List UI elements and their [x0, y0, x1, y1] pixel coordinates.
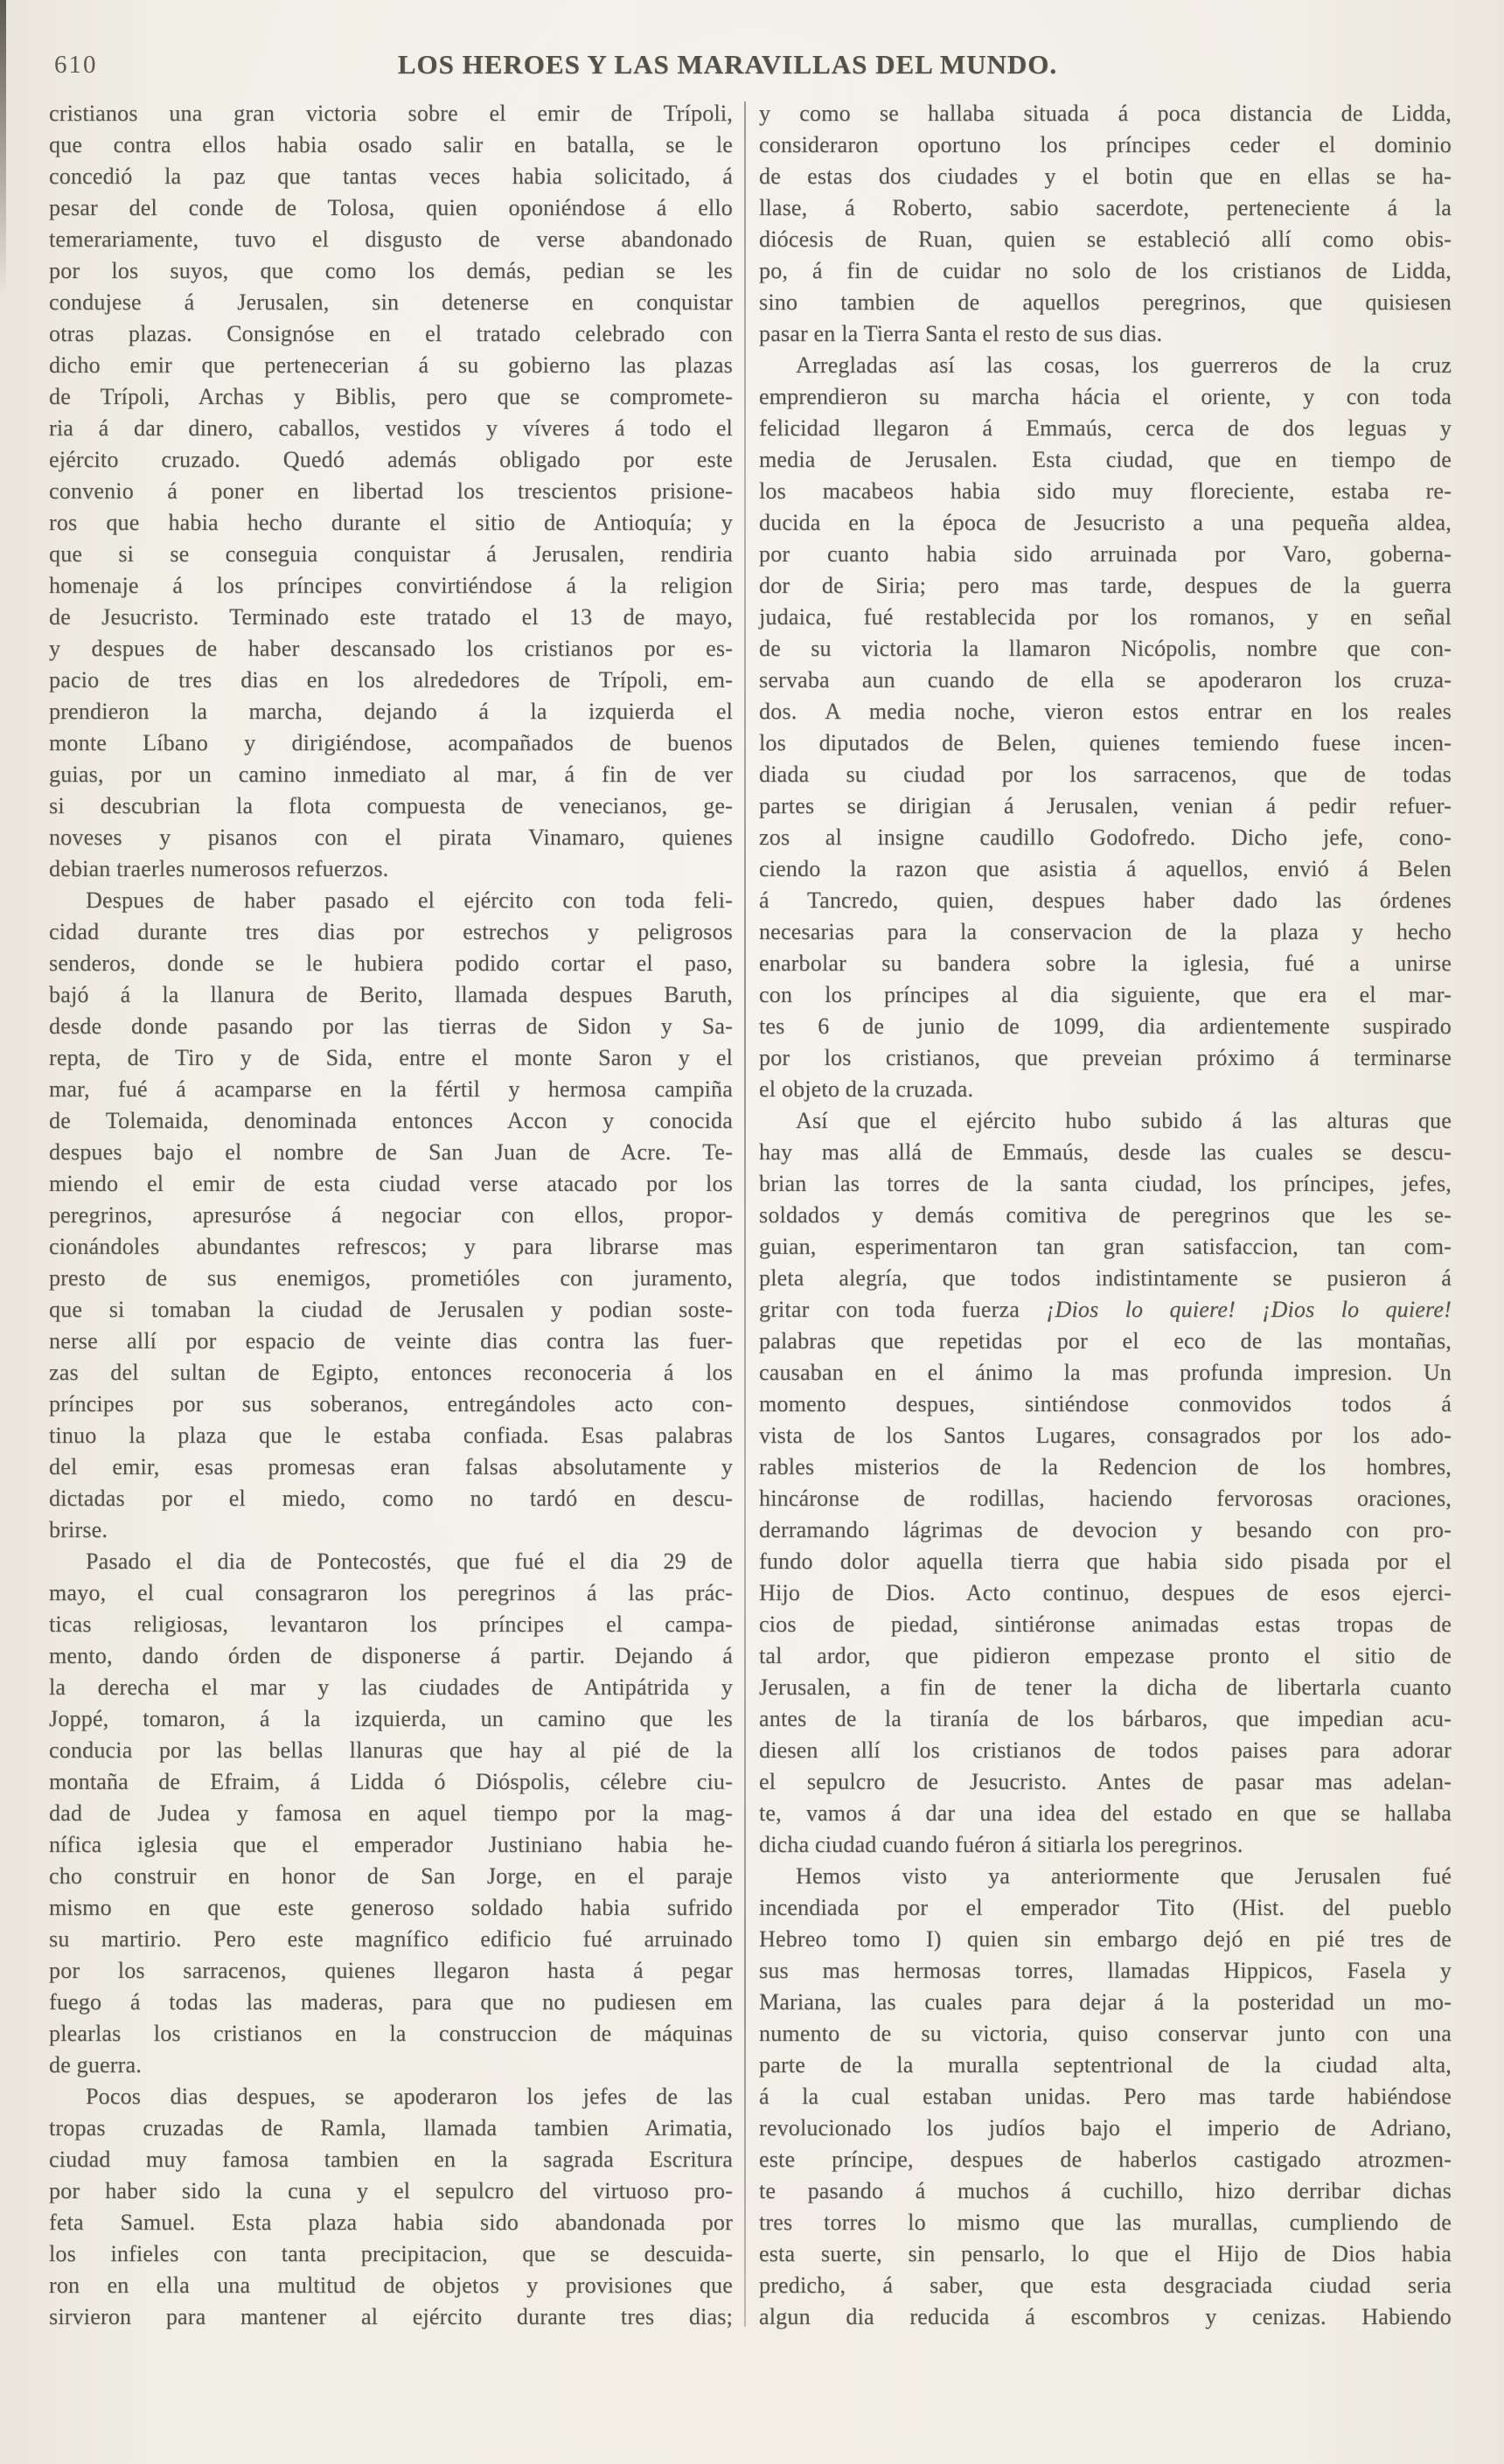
- text-line: servaba aun cuando de ella se apoderaron los cruza-: [759, 667, 1452, 693]
- text-line: por cuanto habia sido arruinada por Varo, goberna-: [759, 541, 1452, 567]
- text-line: con los príncipes al dia siguiente, que era el mar-: [759, 982, 1452, 1007]
- text-line: príncipes por sus soberanos, entregándoles acto con-: [49, 1391, 733, 1416]
- text-line: temerariamente, tuvo el disgusto de verse abandonado: [49, 226, 733, 252]
- text-line: zos al insigne caudillo Godofredo. Dicho jefe, cono-: [759, 825, 1452, 850]
- right-column: [759, 98, 1452, 2333]
- text-line: diada su ciudad por los sarracenos, que de todas: [759, 762, 1452, 787]
- text-line: Hebreo tomo I) quien sin embargo dejó en pié tres de: [759, 1926, 1452, 1952]
- text-line: Despues de haber pasado el ejército con toda feli-: [86, 887, 733, 913]
- text-line: otras plazas. Consignóse en el tratado celebrado con: [49, 321, 733, 346]
- page-header: [0, 49, 1504, 89]
- text-line: momento despues, sintiéndose conmovidos todos á: [759, 1391, 1452, 1416]
- running-title: LOS HEROES Y LAS MARAVILLAS DEL MUNDO.: [397, 49, 1058, 80]
- text-line: pacio de tres dias en los alrededores de Trípoli, em-: [49, 667, 733, 693]
- text-line: Arregladas así las cosas, los guerreros de la cruz: [796, 352, 1452, 378]
- text-line: tropas cruzadas de Ramla, llamada tambien Arimatia,: [49, 2115, 733, 2140]
- text-line: cidad durante tres dias por estrechos y peligrosos: [49, 919, 733, 944]
- text-line: dor de Siria; pero mas tarde, despues de la guerra: [759, 573, 1452, 598]
- text-line: po, á fin de cuidar no solo de los cristianos de Lidda,: [759, 258, 1452, 283]
- text-line: su martirio. Pero este magnífico edificio fué arruinado: [49, 1926, 733, 1952]
- text-line: mar, fué á acamparse en la fértil y hermosa campiña: [49, 1076, 733, 1102]
- text-line: numento de su victoria, quiso conservar junto con una: [759, 2021, 1452, 2046]
- text-line: la derecha el mar y las ciudades de Antipátrida y: [49, 1674, 733, 1700]
- text-line: que si se conseguia conquistar á Jerusalen, rendiria: [49, 541, 733, 567]
- text-line: ciudad muy famosa tambien en la sagrada Escritura: [49, 2147, 733, 2172]
- text-line: Hemos visto ya anteriormente que Jerusalen fué: [796, 1863, 1452, 1889]
- text-line: á Tancredo, quien, despues haber dado las órdenes: [759, 887, 1452, 913]
- text-line: rables misterios de la Redencion de los hombres,: [759, 1454, 1452, 1479]
- text-line: miendo el emir de esta ciudad verse atacado por los: [49, 1171, 733, 1196]
- text-line: por los sarracenos, quienes llegaron hasta á pegar: [49, 1958, 733, 1983]
- text-line: incendiada por el emperador Tito (Hist. del pueblo: [759, 1895, 1452, 1920]
- text-line: emprendieron su marcha hácia el oriente, y con toda: [759, 384, 1452, 409]
- text-line: enarbolar su bandera sobre la iglesia, fué a unirse: [759, 950, 1452, 976]
- text-line: cho construir en honor de San Jorge, en el paraje: [49, 1863, 733, 1889]
- column-divider-rule: [744, 101, 746, 2327]
- text-line: de su victoria la llamaron Nicópolis, nombre que con-: [759, 636, 1452, 661]
- text-line: ciendo la razon que asistia á aquellos, envió á Belen: [759, 856, 1452, 881]
- text-line: despues bajo el nombre de San Juan de Acre. Te-: [49, 1139, 733, 1165]
- text-line: homenaje á los príncipes convirtiéndose á la religion: [49, 573, 733, 598]
- text-line: desde donde pasando por las tierras de Sidon y Sa-: [49, 1013, 733, 1039]
- text-line: partes se dirigian á Jerusalen, venian á pedir refuer-: [759, 793, 1452, 818]
- text-line: de Trípoli, Archas y Biblis, pero que se compromete-: [49, 384, 733, 409]
- text-line: conducia por las bellas llanuras que hay al pié de la: [49, 1737, 733, 1763]
- text-line: brian las torres de la santa ciudad, los príncipes, jefes,: [759, 1171, 1452, 1196]
- text-line: dicho emir que pertenecerian á su gobierno las plazas: [49, 352, 733, 378]
- text-line: ria á dar dinero, caballos, vestidos y víveres á todo el: [49, 415, 733, 441]
- text-line: de guerra.: [49, 2052, 142, 2078]
- text-line: peregrinos, apresuróse á negociar con ellos, propor-: [49, 1202, 733, 1228]
- text-line: esta suerte, sin pensarlo, lo que el Hijo de Dios habia: [759, 2241, 1452, 2266]
- text-line: antes de la tiranía de los bárbaros, que impedian acu-: [759, 1706, 1452, 1731]
- text-line: Jerusalen, a fin de tener la dicha de libertarla cuanto: [759, 1674, 1452, 1700]
- text-line: por haber sido la cuna y el sepulcro del virtuoso pro-: [49, 2178, 733, 2203]
- text-line: Mariana, las cuales para dejar á la posteridad un mo-: [759, 1989, 1452, 2015]
- text-line: mento, dando órden de disponerse á partir. Dejando á: [49, 1643, 733, 1668]
- text-line: plearlas los cristianos en la construccion de máquinas: [49, 2021, 733, 2046]
- text-line: ron en ella una multitud de objetos y provisiones que: [49, 2273, 733, 2298]
- text-line: tes 6 de junio de 1099, dia ardientemente suspirado: [759, 1013, 1452, 1039]
- text-line: feta Samuel. Esta plaza habia sido abandonada por: [49, 2210, 733, 2235]
- text-line: este príncipe, despues de haberlos castigado atrozmen-: [759, 2147, 1452, 2172]
- text-line: ros que habia hecho durante el sitio de Antioquía; y: [49, 510, 733, 535]
- text-line: necesarias para la conservacion de la plaza y hecho: [759, 919, 1452, 944]
- text-line: Joppé, tomaron, á la izquierda, un camino que les: [49, 1706, 733, 1731]
- text-line: diócesis de Ruan, quien se estableció allí como obis-: [759, 226, 1452, 252]
- text-line: revolucionado los judíos bajo el imperio de Adriano,: [759, 2115, 1452, 2140]
- text-line: hincáronse de rodillas, haciendo fervorosas oraciones,: [759, 1486, 1452, 1511]
- text-line: del emir, esas promesas eran falsas absolutamente y: [49, 1454, 733, 1479]
- text-line: y despues de haber descansado los cristianos por es-: [49, 636, 733, 661]
- text-line: dos. A media noche, vieron estos entrar en los reales: [759, 699, 1452, 724]
- text-line: pleta alegría, que todos indistintamente se pusieron á: [759, 1265, 1452, 1291]
- text-line: palabras que repetidas por el eco de las montañas,: [759, 1328, 1452, 1354]
- text-line: Hijo de Dios. Acto continuo, despues de esos ejerci-: [759, 1580, 1452, 1605]
- text-line: nífica iglesia que el emperador Justiniano habia he-: [49, 1832, 733, 1857]
- text-line: guian, esperimentaron tan gran satisfaccion, tan com-: [759, 1234, 1452, 1259]
- text-line: mismo en que este generoso soldado habia sufrido: [49, 1895, 733, 1920]
- text-line: cios de piedad, sintiéronse animadas estas tropas de: [759, 1611, 1452, 1637]
- text-line: gritar con toda fuerza ¡Dios lo quiere! ¡Dios lo quiere!: [759, 1297, 1452, 1322]
- text-line: media de Jerusalen. Esta ciudad, que en tiempo de: [759, 447, 1452, 472]
- text-line: pesar del conde de Tolosa, quien oponiéndose á ello: [49, 195, 733, 220]
- text-line: montaña de Efraim, á Lidda ó Dióspolis, célebre ciu-: [49, 1769, 733, 1794]
- text-line: ducida en la época de Jesucristo a una pequeña aldea,: [759, 510, 1452, 535]
- text-line: el objeto de la cruzada.: [759, 1076, 974, 1102]
- text-line: sino tambien de aquellos peregrinos, que quisiesen: [759, 289, 1452, 315]
- text-line: ejército cruzado. Quedó además obligado por este: [49, 447, 733, 472]
- text-line: dad de Judea y famosa en aquel tiempo por la mag-: [49, 1800, 733, 1826]
- left-column: [49, 98, 733, 2333]
- text-line: que contra ellos habia osado salir en batalla, se le: [49, 132, 733, 157]
- text-line: sus mas hermosas torres, llamadas Hippicos, Fasela y: [759, 1958, 1452, 1983]
- text-line: predicho, á saber, que esta desgraciada ciudad seria: [759, 2273, 1452, 2298]
- text-line: derramando lágrimas de devocion y besando con pro-: [759, 1517, 1452, 1542]
- text-line: si descubrian la flota compuesta de venecianos, ge-: [49, 793, 733, 818]
- scan-edge-shadow: [0, 0, 6, 297]
- text-line: diesen allí los cristianos de todos paises para adorar: [759, 1737, 1452, 1763]
- text-line: convenio á poner en libertad los trescientos prisione-: [49, 478, 733, 504]
- text-line: por los cristianos, que preveian próximo á terminarse: [759, 1045, 1452, 1070]
- text-line: los diputados de Belen, quienes temiendo fuese incen-: [759, 730, 1452, 755]
- text-line: á la cual estaban unidas. Pero mas tarde habiéndose: [759, 2084, 1452, 2109]
- text-line: el sepulcro de Jesucristo. Antes de pasar mas adelan-: [759, 1769, 1452, 1794]
- text-line: repta, de Tiro y de Sida, entre el monte Saron y el: [49, 1045, 733, 1070]
- text-line: causaban en el ánimo la mas profunda impresion. Un: [759, 1360, 1452, 1385]
- text-line: vista de los Santos Lugares, consagrados por los ado-: [759, 1423, 1452, 1448]
- text-line: bajó á la llanura de Berito, llamada despues Baruth,: [49, 982, 733, 1007]
- text-line: monte Líbano y dirigiéndose, acompañados de buenos: [49, 730, 733, 755]
- text-line: cristianos una gran victoria sobre el emir de Trípoli,: [49, 101, 733, 126]
- text-line: sirvieron para mantener al ejército durante tres dias;: [49, 2304, 733, 2329]
- text-line: brirse.: [49, 1517, 108, 1542]
- text-line: nerse allí por espacio de veinte dias contra las fuer-: [49, 1328, 733, 1354]
- page-number: 610: [54, 51, 98, 79]
- text-line: Pocos dias despues, se apoderaron los jefes de las: [86, 2084, 733, 2109]
- text-line: presto de sus enemigos, prometióles con juramento,: [49, 1265, 733, 1291]
- text-line: los macabeos habia sido muy floreciente, estaba re-: [759, 478, 1452, 504]
- text-line: por los suyos, que como los demás, pedian se les: [49, 258, 733, 283]
- text-line: noveses y pisanos con el pirata Vinamaro, quienes: [49, 825, 733, 850]
- text-line: que si tomaban la ciudad de Jerusalen y podian soste-: [49, 1297, 733, 1322]
- text-line: guias, por un camino inmediato al mar, á fin de ver: [49, 762, 733, 787]
- text-line: los infieles con tanta precipitacion, que se descuida-: [49, 2241, 733, 2266]
- text-line: mayo, el cual consagraron los peregrinos á las prác-: [49, 1580, 733, 1605]
- text-line: hay mas allá de Emmaús, desde las cuales se descu-: [759, 1139, 1452, 1165]
- text-line: judaica, fué restablecida por los romanos, y en señal: [759, 604, 1452, 630]
- text-line: tal ardor, que pidieron empezase pronto el sitio de: [759, 1643, 1452, 1668]
- text-line: condujese á Jerusalen, sin detenerse en conquistar: [49, 289, 733, 315]
- text-line: senderos, donde se le hubiera podido cortar el paso,: [49, 950, 733, 976]
- text-line: de Tolemaida, denominada entonces Accon y conocida: [49, 1108, 733, 1133]
- text-line: consideraron oportuno los príncipes ceder el dominio: [759, 132, 1452, 157]
- text-line: parte de la muralla septentrional de la ciudad alta,: [759, 2052, 1452, 2078]
- text-line: dictadas por el miedo, como no tardó en descu-: [49, 1486, 733, 1511]
- text-line: concedió la paz que tantas veces habia solicitado, á: [49, 164, 733, 189]
- text-line: tinuo la plaza que le estaba confiada. Esas palabras: [49, 1423, 733, 1448]
- text-line: tres torres lo mismo que las murallas, cumpliendo de: [759, 2210, 1452, 2235]
- text-line: algun dia reducida á escombros y cenizas. Habiendo: [759, 2304, 1452, 2329]
- text-line: cionándoles abundantes refrescos; y para librarse mas: [49, 1234, 733, 1259]
- text-line: y como se hallaba situada á poca distancia de Lidda,: [759, 101, 1452, 126]
- text-line: fundo dolor aquella tierra que habia sido pisada por el: [759, 1549, 1452, 1574]
- text-line: prendieron la marcha, dejando á la izquierda el: [49, 699, 733, 724]
- text-line: llase, á Roberto, sabio sacerdote, perteneciente á la: [759, 195, 1452, 220]
- text-line: fuego á todas las maderas, para que no pudiesen em: [49, 1989, 733, 2015]
- text-line: de estas dos ciudades y el botin que en ellas se ha-: [759, 164, 1452, 189]
- text-line: felicidad llegaron á Emmaús, cerca de dos leguas y: [759, 415, 1452, 441]
- text-line: soldados y demás comitiva de peregrinos que les se-: [759, 1202, 1452, 1228]
- text-line: Así que el ejército hubo subido á las alturas que: [796, 1108, 1452, 1133]
- text-line: ticas religiosas, levantaron los príncipes el campa-: [49, 1611, 733, 1637]
- text-line: te pasando á muchos á cuchillo, hizo derribar dichas: [759, 2178, 1452, 2203]
- text-line: dicha ciudad cuando fuéron á sitiarla los peregrinos.: [759, 1832, 1243, 1857]
- text-line: zas del sultan de Egipto, entonces reconoceria á los: [49, 1360, 733, 1385]
- text-line: pasar en la Tierra Santa el resto de sus dias.: [759, 321, 1163, 346]
- text-line: debian traerles numerosos refuerzos.: [49, 856, 389, 881]
- text-line: de Jesucristo. Terminado este tratado el 13 de mayo,: [49, 604, 733, 630]
- text-line: te, vamos á dar una idea del estado en que se hallaba: [759, 1800, 1452, 1826]
- text-line: Pasado el dia de Pontecostés, que fué el dia 29 de: [86, 1549, 733, 1574]
